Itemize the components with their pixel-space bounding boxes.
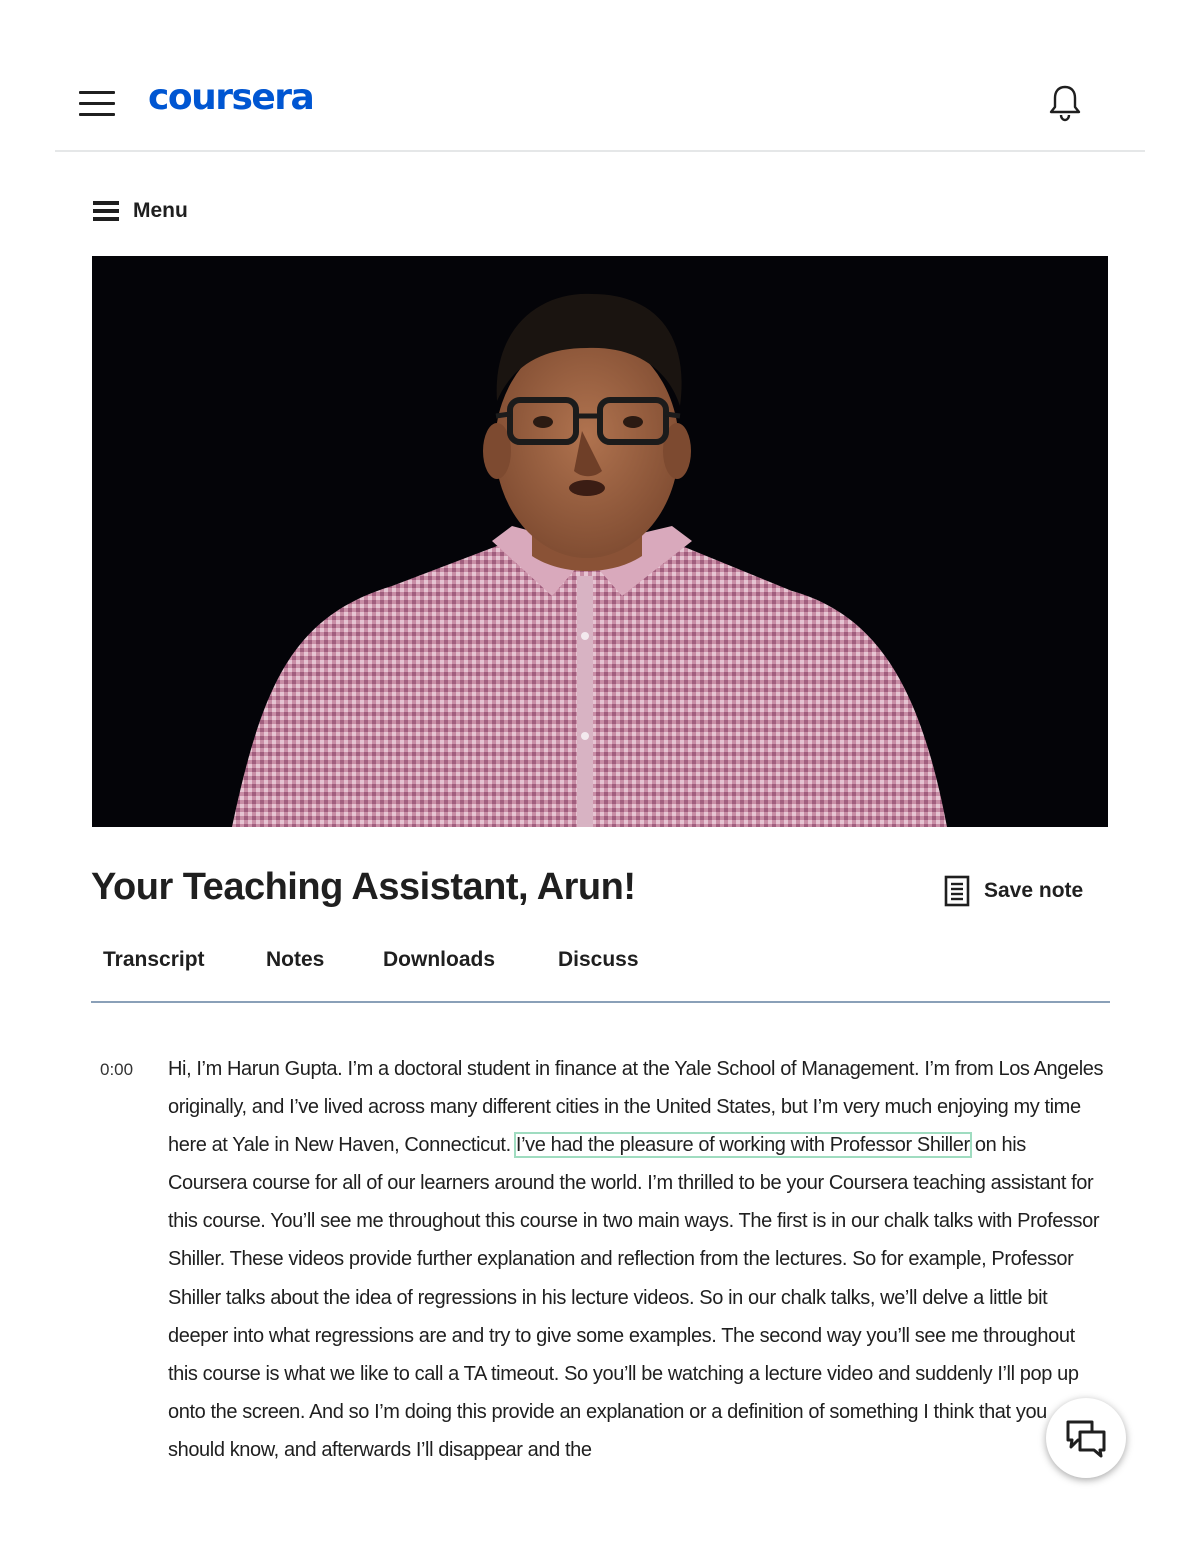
tab-transcript[interactable]: Transcript <box>103 948 205 971</box>
coursera-logo[interactable]: coursera <box>148 77 314 118</box>
transcript-panel <box>91 1050 1111 1503</box>
notification-bell-icon[interactable] <box>1045 83 1085 123</box>
menu-icon <box>93 200 119 222</box>
save-note-label: Save note <box>984 879 1084 902</box>
course-menu-button[interactable] <box>93 196 188 226</box>
hamburger-menu-icon[interactable] <box>79 89 115 117</box>
note-icon <box>944 875 970 907</box>
menu-label: Menu <box>133 199 188 222</box>
transcript-segment[interactable]: Hi, I’m Harun Gupta. I’m a doctoral student in finance at the Yale School of Management. I’m from Los Angeles originally, and I’ve lived across many different cities in the United States, but I’m very much enjoying my time here at Yale in New Haven, Connecticut. <box>168 1058 1104 1157</box>
transcript-timestamp[interactable]: 0:00 <box>100 1060 134 1079</box>
tab-downloads[interactable]: Downloads <box>383 948 496 971</box>
lecture-tabs <box>91 940 1110 1003</box>
video-player[interactable] <box>92 256 1108 827</box>
tab-discuss[interactable]: Discuss <box>558 948 639 971</box>
top-navigation-bar <box>55 55 1145 152</box>
video-frame-presenter <box>92 256 1108 827</box>
chat-bubbles-icon <box>1064 1418 1108 1458</box>
transcript-segment-highlighted[interactable]: I’ve had the pleasure of working with Professor Shiller <box>515 1134 970 1157</box>
transcript-segment[interactable]: on his Coursera course for all of our learners around the world. I’m thrilled to be your Coursera teaching assistant for this course. You’ll see me throughout this course in two main ways. The first is in our chalk talks with Professor Shiller. These videos provide further explanation and reflection from the lectures. So for example, Professor Shiller talks about the idea of regressions in his lecture videos. So in our chalk talks, we’ll delve a little bit deeper into what regressions are and try to give some examples. The second way you’ll see me throughout this course is what we like to call a TA timeout. So you’ll be watching a lecture video and suddenly I’ll pop up onto the screen. And so I’m doing this provide an explanation or a definition of something I think that you should know, and afterwards I’ll disappear and the <box>168 1134 1100 1461</box>
transcript-paragraph <box>168 1050 1108 1469</box>
lecture-title: Your Teaching Assistant, Arun! <box>91 866 636 908</box>
save-note-button[interactable] <box>944 875 1083 907</box>
chat-button[interactable] <box>1046 1398 1126 1478</box>
tab-notes[interactable]: Notes <box>266 948 325 971</box>
